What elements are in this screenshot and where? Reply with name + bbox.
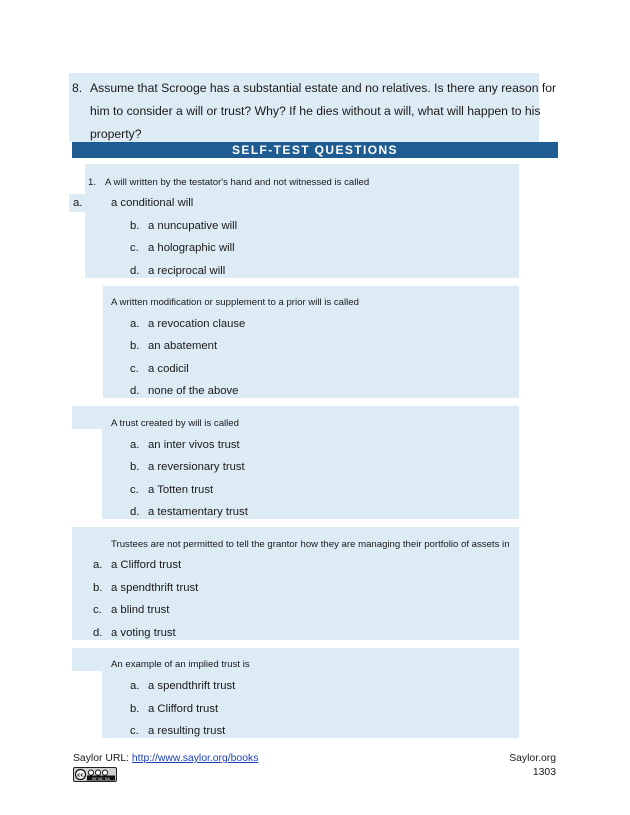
question-1-option-b: a nuncupative will: [148, 220, 238, 232]
question-5-stem-gap: [72, 671, 102, 738]
question-1-option-c: a holographic will: [148, 242, 235, 254]
question-2-option-b: an abatement: [148, 340, 218, 352]
section-title-band: SELF-TEST QUESTIONS: [72, 142, 558, 158]
question-4-option-b-label: b.: [93, 582, 103, 594]
question-8-line-2: him to consider a will or trust? Why? If he dies without a will, what will happen to his: [90, 104, 541, 118]
question-5-option-a: a spendthrift trust: [148, 680, 236, 692]
question-1-stem: A will written by the testator's hand and not witnessed is called: [105, 177, 370, 188]
question-3-option-c-label: c.: [130, 484, 139, 496]
svg-text:cc: cc: [77, 772, 84, 779]
question-2-option-b-label: b.: [130, 340, 140, 352]
footer-page-number: 1303: [532, 767, 556, 778]
question-3-option-d-label: d.: [130, 506, 140, 518]
question-4-option-c: a blind trust: [111, 604, 170, 616]
question-4-option-a: a Clifford trust: [111, 559, 182, 571]
footer-url-line: [73, 753, 258, 764]
question-1-option-a: a conditional will: [111, 197, 194, 209]
question-2-option-c-label: c.: [130, 363, 139, 375]
creative-commons-icon: [74, 768, 116, 781]
footer-url-link[interactable]: http://www.saylor.org/books: [131, 753, 259, 764]
question-4-option-d-label: d.: [93, 627, 103, 639]
question-3-option-a-label: a.: [130, 439, 140, 451]
question-2-option-d: none of the above: [148, 385, 239, 397]
license-badge-text: BY NC SA: [92, 775, 110, 781]
question-1-option-d-label: d.: [130, 265, 140, 277]
question-4-option-d: a voting trust: [111, 627, 176, 639]
question-4-option-c-label: c.: [93, 604, 102, 616]
question-5-option-c: a resulting trust: [148, 725, 226, 737]
question-2-option-c: a codicil: [148, 363, 189, 375]
question-5-option-b-label: b.: [130, 703, 140, 715]
question-2-stem: A written modification or supplement to a prior will is called: [111, 297, 359, 308]
question-2-option-a-label: a.: [130, 318, 140, 330]
question-1-option-a-label: a.: [73, 197, 83, 209]
question-5-option-c-label: c.: [130, 725, 139, 737]
question-1-number: 1.: [88, 177, 97, 188]
question-8-number: 8.: [72, 81, 83, 95]
question-1-option-b-label: b.: [130, 220, 140, 232]
question-3-option-d: a testamentary trust: [148, 506, 248, 518]
question-5-stem: An example of an implied trust is: [111, 659, 250, 670]
question-5-option-b: a Clifford trust: [148, 703, 219, 715]
question-5-option-a-label: a.: [130, 680, 140, 692]
question-3-option-b: a reversionary trust: [148, 461, 245, 473]
question-2-option-d-label: d.: [130, 385, 140, 397]
question-3-stem-gap: [72, 429, 102, 519]
question-3-option-b-label: b.: [130, 461, 140, 473]
question-1-option-d: a reciprocal will: [148, 265, 226, 277]
footer-url-prefix: Saylor URL:: [73, 753, 132, 764]
question-3-option-a: an inter vivos trust: [148, 439, 240, 451]
question-3-option-c: a Totten trust: [148, 484, 214, 496]
question-4-option-b: a spendthrift trust: [111, 582, 199, 594]
question-8-line-3: property?: [90, 127, 142, 141]
question-2-option-a: a revocation clause: [148, 318, 246, 330]
question-3-stem: A trust created by will is called: [111, 418, 239, 429]
license-badge[interactable]: [73, 767, 117, 782]
question-4-stem: Trustees are not permitted to tell the grantor how they are managing their portfolio of assets in: [111, 539, 510, 550]
footer-site: Saylor.org: [509, 753, 556, 764]
question-1-option-c-label: c.: [130, 242, 139, 254]
question-8-line-1: Assume that Scrooge has a substantial estate and no relatives. Is there any reason for: [90, 81, 557, 95]
question-4-option-a-label: a.: [93, 559, 103, 571]
